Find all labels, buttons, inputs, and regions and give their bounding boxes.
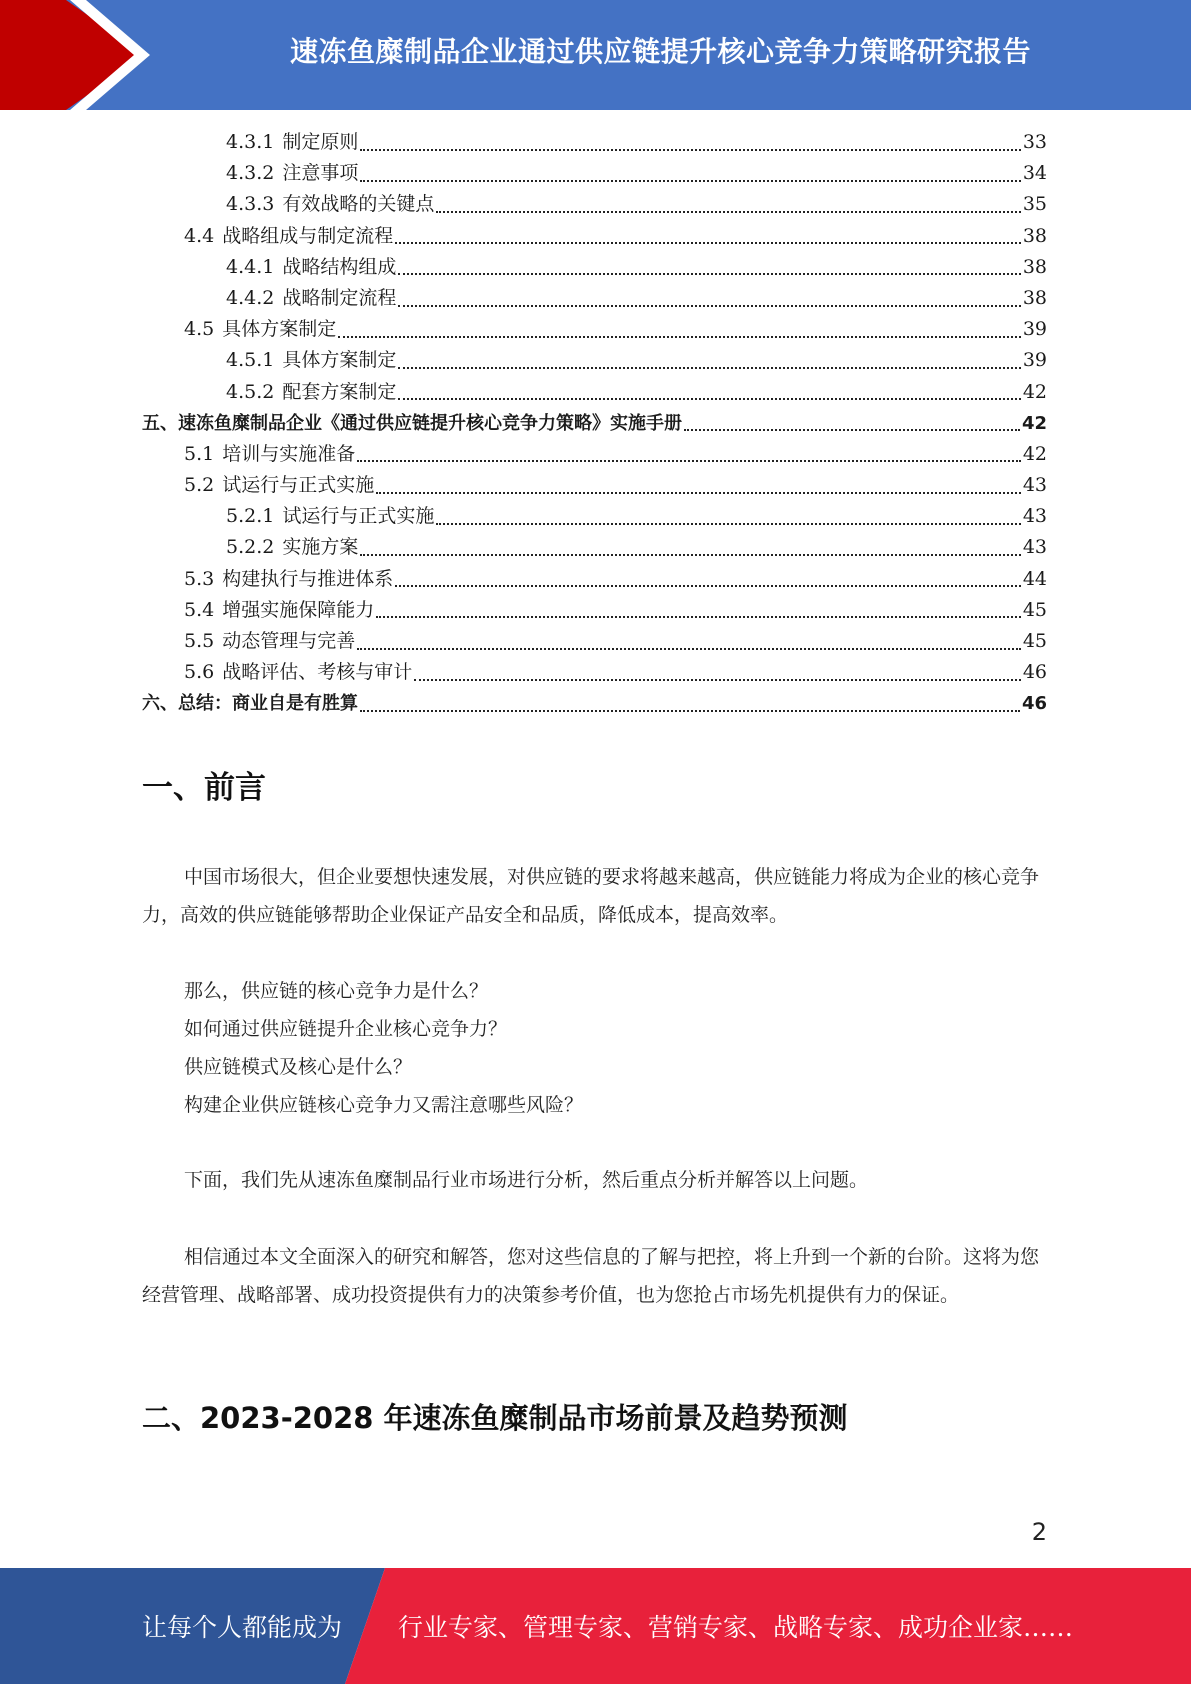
toc-entry[interactable] xyxy=(142,221,1047,252)
toc-entry-number: 4.3.2 xyxy=(226,162,275,185)
toc-entry-number: 4.5.2 xyxy=(226,380,275,403)
toc-entry-label: 六、总结：商业自是有胜算 xyxy=(142,693,358,715)
toc-entry[interactable] xyxy=(142,408,1047,439)
toc-entry-number: 4.4 xyxy=(184,224,215,247)
toc-entry-page: 38 xyxy=(1022,255,1047,278)
toc-entry-page: 46 xyxy=(1021,693,1047,715)
toc-entry-label: 战略评估、考核与审计 xyxy=(222,661,413,684)
toc-entry[interactable] xyxy=(142,314,1047,345)
toc-dot-leader xyxy=(376,616,1021,618)
preface-paragraph-3: 相信通过本文全面深入的研究和解答，您对这些信息的了解与把控，将上升到一个新的台阶。这将为您经营管理、战略部署、成功投资提供有力的决策参考价值，也为您抢占市场先机提供有力的保证。 xyxy=(142,1246,1040,1306)
section-heading-market-forecast: 二、2023-2028 年速冻鱼糜制品市场前景及趋势预测 xyxy=(142,1401,848,1435)
toc-entry-page: 39 xyxy=(1022,318,1047,341)
toc-entry-label: 有效战略的关键点 xyxy=(282,193,435,216)
toc-dot-leader xyxy=(684,429,1020,431)
question-item: 那么，供应链的核心竞争力是什么？ xyxy=(184,980,489,1002)
toc-entry-page: 33 xyxy=(1022,131,1047,153)
toc-entry-label: 配套方案制定 xyxy=(282,380,397,403)
toc-entry-label: 具体方案制定 xyxy=(222,318,337,341)
toc-entry-label: 构建执行与推进体系 xyxy=(222,567,394,590)
toc-entry[interactable] xyxy=(142,345,1047,376)
toc-entry-label: 五、速冻鱼糜制品企业《通过供应链提升核心竞争力策略》实施手册 xyxy=(142,412,682,434)
toc-entry-number: 5.5 xyxy=(184,630,215,652)
toc-entry[interactable] xyxy=(142,626,1047,657)
toc-entry-label: 试运行与正式实施 xyxy=(282,505,435,528)
toc-entry-number: 5.6 xyxy=(184,661,215,684)
toc-entry-page: 43 xyxy=(1022,505,1047,528)
page-number: 2 xyxy=(1031,1518,1047,1546)
table-of-contents xyxy=(142,127,1047,720)
toc-entry-label: 具体方案制定 xyxy=(282,349,397,372)
toc-dot-leader xyxy=(338,336,1021,338)
toc-entry-page: 38 xyxy=(1022,286,1047,309)
question-list xyxy=(184,972,1044,1124)
toc-dot-leader xyxy=(357,648,1021,650)
toc-entry-number: 4.4.1 xyxy=(226,255,275,278)
footer-slogan-right: 行业专家、管理专家、营销专家、战略专家、成功企业家…… xyxy=(398,1613,1074,1642)
toc-entry[interactable] xyxy=(142,470,1047,501)
toc-entry-number: 5.2 xyxy=(184,474,215,497)
toc-entry-page: 45 xyxy=(1022,630,1047,652)
toc-entry-number: 4.3.1 xyxy=(226,131,275,153)
toc-dot-leader xyxy=(436,211,1020,213)
toc-dot-leader xyxy=(376,492,1021,494)
toc-entry-label: 动态管理与完善 xyxy=(222,630,356,652)
toc-entry-page: 42 xyxy=(1022,380,1047,403)
toc-dot-leader xyxy=(398,305,1020,307)
toc-entry-label: 制定原则 xyxy=(282,131,359,153)
toc-entry-number: 4.5.1 xyxy=(226,349,275,372)
preface-paragraph-2: 下面，我们先从速冻鱼糜制品行业市场进行分析，然后重点分析并解答以上问题。 xyxy=(184,1169,869,1191)
toc-entry-page: 45 xyxy=(1022,598,1047,621)
toc-entry-label: 培训与实施准备 xyxy=(222,442,356,465)
toc-entry-number: 5.2.2 xyxy=(226,536,275,559)
toc-entry-number: 5.3 xyxy=(184,567,215,590)
question-item: 如何通过供应链提升企业核心竞争力？ xyxy=(184,1018,508,1040)
toc-entry-number: 4.3.3 xyxy=(226,193,275,216)
toc-entry-page: 44 xyxy=(1022,567,1047,590)
toc-entry-number: 5.4 xyxy=(184,598,215,621)
toc-entry[interactable] xyxy=(142,158,1047,189)
toc-entry[interactable] xyxy=(142,688,1047,719)
toc-entry-page: 46 xyxy=(1022,661,1047,684)
footer-slogan-left: 让每个人都能成为 xyxy=(142,1613,343,1642)
preface-paragraph-1: 中国市场很大，但企业要想快速发展，对供应链的要求将越来越高，供应链能力将成为企业的核心竞争力，高效的供应链能够帮助企业保证产品安全和品质，降低成本，提高效率。 xyxy=(142,866,1040,926)
toc-entry-number: 4.4.2 xyxy=(226,286,275,309)
toc-entry-label: 战略结构组成 xyxy=(282,255,397,278)
toc-entry-number: 5.1 xyxy=(184,442,215,465)
toc-entry[interactable] xyxy=(142,377,1047,408)
toc-entry-number: 5.2.1 xyxy=(226,505,275,528)
toc-dot-leader xyxy=(360,554,1020,556)
toc-dot-leader xyxy=(414,679,1021,681)
toc-dot-leader xyxy=(398,367,1020,369)
toc-entry[interactable] xyxy=(142,564,1047,595)
header-banner xyxy=(0,0,1191,110)
toc-entry[interactable] xyxy=(142,501,1047,532)
toc-entry-page: 34 xyxy=(1022,162,1047,185)
toc-entry-page: 42 xyxy=(1022,442,1047,465)
toc-entry-label: 增强实施保障能力 xyxy=(222,598,375,621)
report-title: 速冻鱼糜制品企业通过供应链提升核心竞争力策略研究报告 xyxy=(289,35,1031,68)
toc-entry[interactable] xyxy=(142,657,1047,688)
toc-entry-label: 实施方案 xyxy=(282,536,359,559)
toc-entry[interactable] xyxy=(142,127,1047,158)
toc-entry-label: 战略组成与制定流程 xyxy=(222,224,394,247)
toc-dot-leader xyxy=(395,242,1021,244)
toc-dot-leader xyxy=(360,180,1020,182)
toc-entry-page: 35 xyxy=(1022,193,1047,216)
question-item: 构建企业供应链核心竞争力又需注意哪些风险？ xyxy=(184,1094,584,1116)
question-item: 供应链模式及核心是什么？ xyxy=(184,1056,413,1078)
footer-banner xyxy=(0,1568,1191,1684)
toc-dot-leader xyxy=(398,398,1020,400)
toc-entry-label: 试运行与正式实施 xyxy=(222,474,375,497)
toc-entry-page: 43 xyxy=(1022,474,1047,497)
section-heading-preface: 一、前言 xyxy=(142,770,266,806)
toc-dot-leader xyxy=(436,523,1020,525)
toc-entry-page: 43 xyxy=(1022,536,1047,559)
toc-dot-leader xyxy=(360,149,1020,151)
toc-entry[interactable] xyxy=(142,439,1047,470)
toc-entry-page: 38 xyxy=(1022,224,1047,247)
toc-dot-leader xyxy=(395,585,1021,587)
toc-dot-leader xyxy=(360,710,1020,712)
toc-entry[interactable] xyxy=(142,283,1047,314)
toc-entry-page: 39 xyxy=(1022,349,1047,372)
toc-dot-leader xyxy=(398,273,1020,275)
toc-entry-number: 4.5 xyxy=(184,318,215,341)
toc-entry[interactable] xyxy=(142,189,1047,220)
toc-entry-label: 注意事项 xyxy=(282,162,359,185)
toc-entry[interactable] xyxy=(142,532,1047,563)
toc-entry[interactable] xyxy=(142,252,1047,283)
toc-entry[interactable] xyxy=(142,595,1047,626)
toc-entry-label: 战略制定流程 xyxy=(282,286,397,309)
toc-entry-page: 42 xyxy=(1021,412,1047,434)
toc-dot-leader xyxy=(357,460,1021,462)
